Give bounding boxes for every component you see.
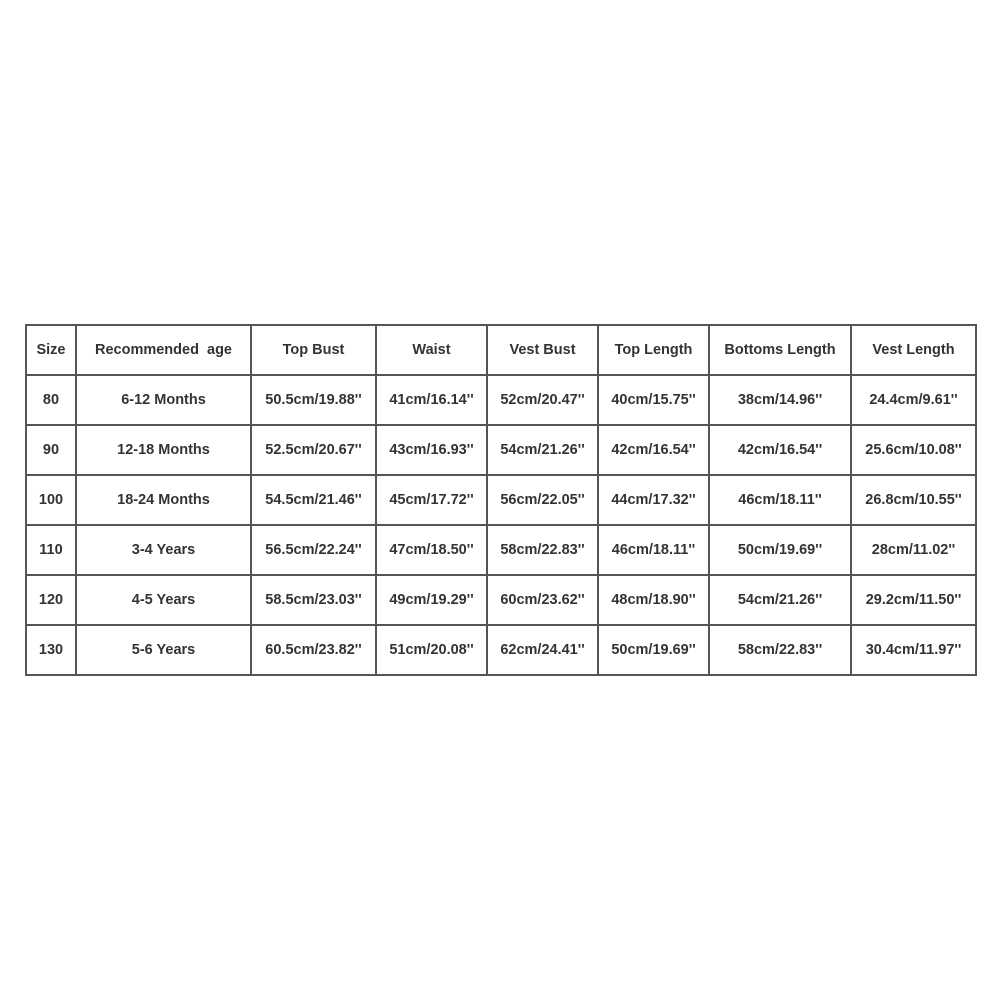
cell-recommended-age: 12-18 Months — [76, 425, 251, 475]
cell-size: 80 — [26, 375, 76, 425]
cell-vest-bust: 58cm/22.83'' — [487, 525, 598, 575]
cell-recommended-age: 6-12 Months — [76, 375, 251, 425]
table-row — [26, 475, 976, 525]
header-row — [26, 325, 976, 375]
cell-recommended-age: 5-6 Years — [76, 625, 251, 675]
cell-top-bust: 58.5cm/23.03'' — [251, 575, 376, 625]
cell-vest-bust: 54cm/21.26'' — [487, 425, 598, 475]
cell-waist: 51cm/20.08'' — [376, 625, 487, 675]
cell-recommended-age: 4-5 Years — [76, 575, 251, 625]
cell-top-length: 50cm/19.69'' — [598, 625, 709, 675]
cell-waist: 47cm/18.50'' — [376, 525, 487, 575]
cell-top-length: 46cm/18.11'' — [598, 525, 709, 575]
cell-bottoms-length: 54cm/21.26'' — [709, 575, 851, 625]
cell-top-bust: 54.5cm/21.46'' — [251, 475, 376, 525]
cell-waist: 45cm/17.72'' — [376, 475, 487, 525]
cell-vest-bust: 56cm/22.05'' — [487, 475, 598, 525]
cell-bottoms-length: 50cm/19.69'' — [709, 525, 851, 575]
cell-size: 110 — [26, 525, 76, 575]
header-bottoms-length: Bottoms Length — [709, 325, 851, 375]
table-row — [26, 425, 976, 475]
cell-top-bust: 50.5cm/19.88'' — [251, 375, 376, 425]
cell-size: 100 — [26, 475, 76, 525]
header-size: Size — [26, 325, 76, 375]
cell-waist: 43cm/16.93'' — [376, 425, 487, 475]
cell-bottoms-length: 38cm/14.96'' — [709, 375, 851, 425]
cell-waist: 49cm/19.29'' — [376, 575, 487, 625]
cell-top-length: 44cm/17.32'' — [598, 475, 709, 525]
table-row — [26, 525, 976, 575]
header-top-bust: Top Bust — [251, 325, 376, 375]
cell-top-length: 42cm/16.54'' — [598, 425, 709, 475]
cell-bottoms-length: 58cm/22.83'' — [709, 625, 851, 675]
cell-vest-bust: 52cm/20.47'' — [487, 375, 598, 425]
header-waist: Waist — [376, 325, 487, 375]
table-row — [26, 575, 976, 625]
cell-size: 120 — [26, 575, 76, 625]
size-chart-table — [25, 324, 977, 676]
cell-size: 130 — [26, 625, 76, 675]
cell-vest-bust: 62cm/24.41'' — [487, 625, 598, 675]
cell-size: 90 — [26, 425, 76, 475]
cell-top-bust: 56.5cm/22.24'' — [251, 525, 376, 575]
cell-top-length: 48cm/18.90'' — [598, 575, 709, 625]
table-body — [26, 375, 976, 675]
table-row — [26, 625, 976, 675]
header-vest-bust: Vest Bust — [487, 325, 598, 375]
cell-vest-length: 26.8cm/10.55'' — [851, 475, 976, 525]
cell-waist: 41cm/16.14'' — [376, 375, 487, 425]
cell-top-bust: 52.5cm/20.67'' — [251, 425, 376, 475]
cell-top-length: 40cm/15.75'' — [598, 375, 709, 425]
cell-bottoms-length: 42cm/16.54'' — [709, 425, 851, 475]
cell-vest-length: 25.6cm/10.08'' — [851, 425, 976, 475]
cell-vest-length: 29.2cm/11.50'' — [851, 575, 976, 625]
cell-bottoms-length: 46cm/18.11'' — [709, 475, 851, 525]
cell-vest-length: 24.4cm/9.61'' — [851, 375, 976, 425]
cell-vest-bust: 60cm/23.62'' — [487, 575, 598, 625]
header-recommended-age: Recommended age — [76, 325, 251, 375]
header-top-length: Top Length — [598, 325, 709, 375]
cell-recommended-age: 3-4 Years — [76, 525, 251, 575]
table-row — [26, 375, 976, 425]
cell-recommended-age: 18-24 Months — [76, 475, 251, 525]
cell-vest-length: 28cm/11.02'' — [851, 525, 976, 575]
cell-vest-length: 30.4cm/11.97'' — [851, 625, 976, 675]
table-header — [26, 325, 976, 375]
cell-top-bust: 60.5cm/23.82'' — [251, 625, 376, 675]
header-vest-length: Vest Length — [851, 325, 976, 375]
